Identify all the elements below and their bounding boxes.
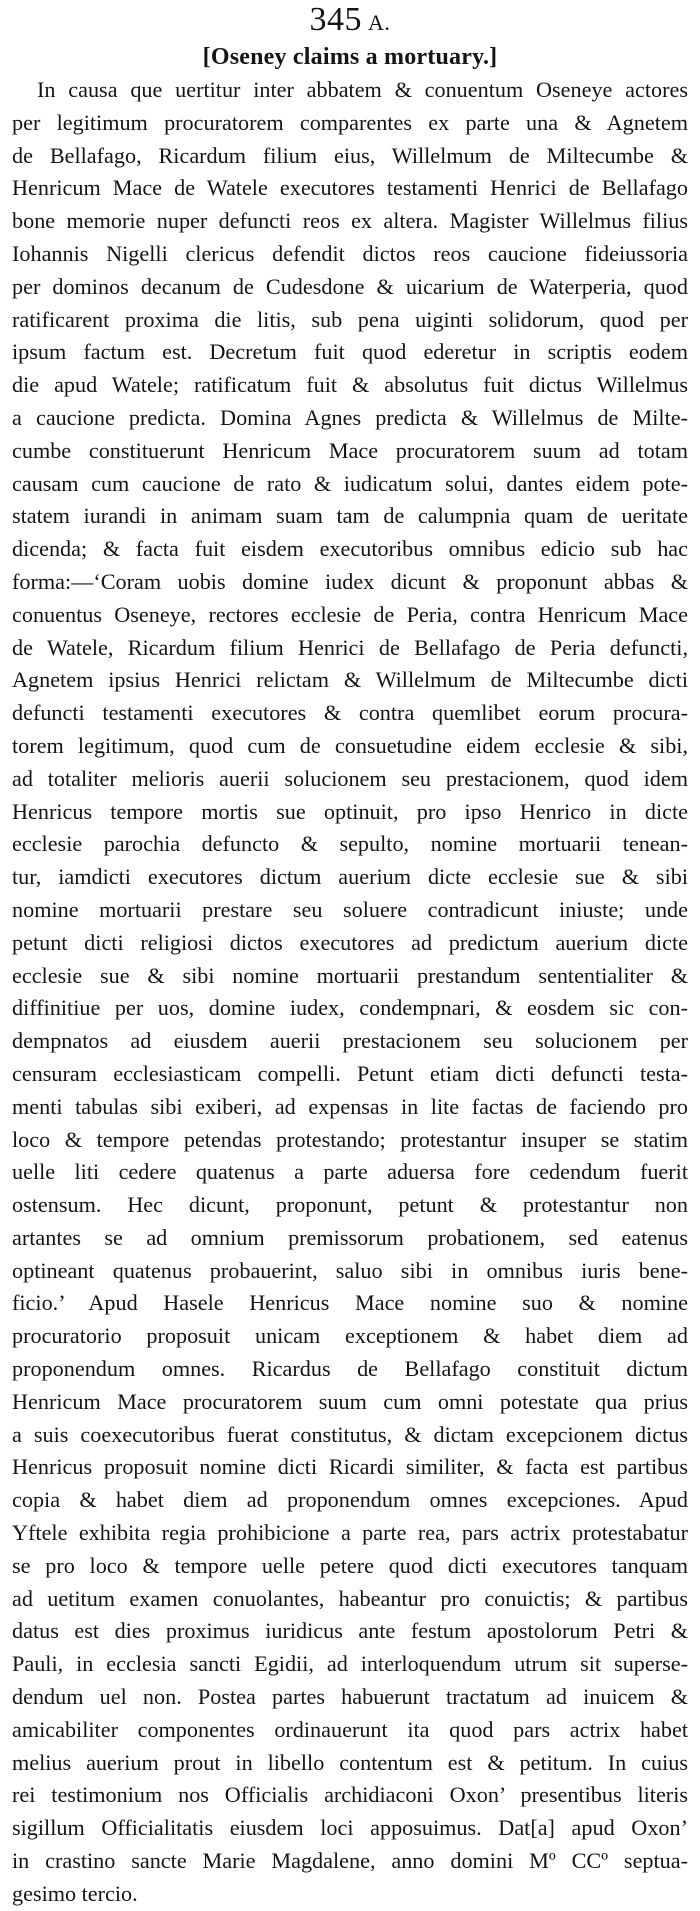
text-line: die apud Watele; ratificatum fuit & absolutus fuit dictus Willelmus [12, 372, 688, 398]
text-line: dicenda; & facta fuit eisdem executoribus omnibus edicio sub hac [12, 536, 688, 562]
text-line: optineant quatenus probauerint, saluo sibi in omnibus iuris bene- [12, 1257, 688, 1283]
text-line: ipsum factum est. Decretum fuit quod ederetur in scriptis eodem [12, 339, 688, 365]
text-line: per legitimum procuratorem comparentes ex parte una & Agnetem [12, 109, 688, 135]
text-line: ecclesie sue & sibi nomine mortuarii prestandum sententialiter & [12, 962, 688, 988]
text-line: Henricum Mace de Watele executores testamenti Henrici de Bellafago [12, 175, 688, 201]
text-line: ad uetitum examen conuolantes, habeantur pro conuictis; & partibus [12, 1585, 688, 1611]
text-line: proponendum omnes. Ricardus de Bellafago constituit dictum [12, 1356, 688, 1382]
text-line: Iohannis Nigelli clericus defendit dictos reos caucione fideiussoria [12, 240, 688, 266]
text-line: censuram ecclesiasticam compelli. Petunt etiam dicti defuncti testa- [12, 1060, 688, 1086]
document-number-suffix: A. [368, 10, 391, 35]
text-line: Henricus proposuit nomine dicti Ricardi similiter, & facta est partibus [12, 1454, 688, 1480]
text-line: gesimo tercio. [12, 1880, 138, 1906]
text-line: copia & habet diem ad proponendum omnes excepciones. Apud [12, 1487, 688, 1513]
text-line: Pauli, in ecclesia sancti Egidii, ad interloquendum utrum sit superse- [12, 1651, 688, 1677]
text-line: rei testimonium nos Officialis archidiaconi Oxon’ presentibus literis [12, 1782, 688, 1808]
text-line: ad totaliter melioris auerii solucionem seu prestacionem, quod idem [12, 765, 688, 791]
text-line: bone memorie nuper defuncti reos ex altera. Magister Willelmus filius [12, 208, 688, 234]
text-line: causam cum caucione de rato & iudicatum solui, dantes eidem pote- [12, 470, 688, 496]
text-line: ratificarent proxima die litis, sub pena uiginti solidorum, quod per [12, 306, 688, 332]
text-line: Henricum Mace procuratorem suum cum omni potestate qua prius [12, 1388, 688, 1414]
text-line: tur, iamdicti executores dictum auerium dicte ecclesie sue & sibi [12, 864, 688, 890]
text-line: forma:—‘Coram uobis domine iudex dicunt & proponunt abbas & [12, 568, 688, 594]
text-line: In causa que uertitur inter abbatem & conuentum Oseneye actores [37, 77, 688, 102]
text-line: conuentus Oseneye, rectores ecclesie de Peria, contra Henricum Mace [12, 601, 688, 627]
text-line: Henricus tempore mortis sue optinuit, pro ipso Henrico in dicte [12, 798, 688, 824]
text-line: a suis coexecutoribus fuerat constitutus, & dictam excepcionem dictus [12, 1421, 688, 1447]
text-line: a caucione predicta. Domina Agnes predicta & Willelmus de Milte- [12, 404, 688, 430]
text-line: nomine mortuarii prestare seu soluere contradicunt iniuste; unde [12, 896, 688, 922]
text-line: melius auerium prout in libello contentum est & petitum. In cuius [12, 1749, 688, 1775]
text-line: sigillum Officialitatis eiusdem loci apposuimus. Dat[a] apud Oxon’ [12, 1815, 688, 1841]
text-line: defuncti testamenti executores & contra quemlibet eorum procura- [12, 700, 688, 726]
text-line: de Watele, Ricardum filium Henrici de Bellafago de Peria defuncti, [12, 634, 688, 660]
text-line: in crastino sancte Marie Magdalene, anno domini Mº CCº septua- [12, 1848, 688, 1874]
text-line: dendum uel non. Postea partes habuerunt tractatum ad inuicem & [12, 1684, 688, 1710]
text-line: dempnatos ad eiusdem auerii prestacionem seu solucionem per [12, 1028, 688, 1054]
document-body [12, 74, 688, 1911]
text-line: statem iurandi in animam suam tam de calumpnia quam de ueritate [12, 503, 688, 529]
text-line: Yftele exhibita regia prohibicione a parte rea, pars actrix protestabatur [12, 1520, 688, 1546]
document-number-value: 345 [309, 1, 363, 38]
text-line: per dominos decanum de Cudesdone & uicarium de Waterperia, quod [12, 273, 688, 299]
text-line: amicabiliter componentes ordinauerunt ita quod pars actrix habet [12, 1716, 688, 1742]
text-line: de Bellafago, Ricardum filium eius, Willelmum de Miltecumbe & [12, 142, 688, 168]
text-line: datus est dies proximus iuridicus ante festum apostolorum Petri & [12, 1618, 688, 1644]
text-line: Agnetem ipsius Henrici relictam & Willelmum de Miltecumbe dicti [12, 667, 688, 693]
text-line: petunt dicti religiosi dictos executores ad predictum auerium dicte [12, 929, 688, 955]
text-line: ostensum. Hec dicunt, proponunt, petunt & protestantur non [12, 1192, 688, 1218]
text-line: torem legitimum, quod cum de consuetudine eidem ecclesie & sibi, [12, 732, 688, 758]
text-line: se pro loco & tempore uelle petere quod dicti executores tanquam [12, 1552, 688, 1578]
text-line: ecclesie parochia defuncto & sepulto, nomine mortuarii tenean- [12, 831, 688, 857]
document-heading: [Oseney claims a mortuary.] [202, 44, 498, 70]
text-line: artantes se ad omnium premissorum probationem, sed eatenus [12, 1224, 688, 1250]
text-line: menti tabulas sibi exiberi, ad expensas in lite factas de faciendo pro [12, 1093, 688, 1119]
text-line: ficio.’ Apud Hasele Henricus Mace nomine suo & nomine [12, 1290, 688, 1316]
document-number [0, 0, 700, 43]
text-line: cumbe constituerunt Henricum Mace procuratorem suum ad totam [12, 437, 688, 463]
text-line: procuratorio proposuit unicam exceptionem & habet diem ad [12, 1323, 688, 1349]
text-line: loco & tempore petendas protestando; protestantur insuper se statim [12, 1126, 688, 1152]
text-line: uelle liti cedere quatenus a parte aduersa fore cedendum fuerit [12, 1159, 688, 1185]
text-line: diffinitiue per uos, domine iudex, condempnari, & eosdem sic con- [12, 995, 688, 1021]
